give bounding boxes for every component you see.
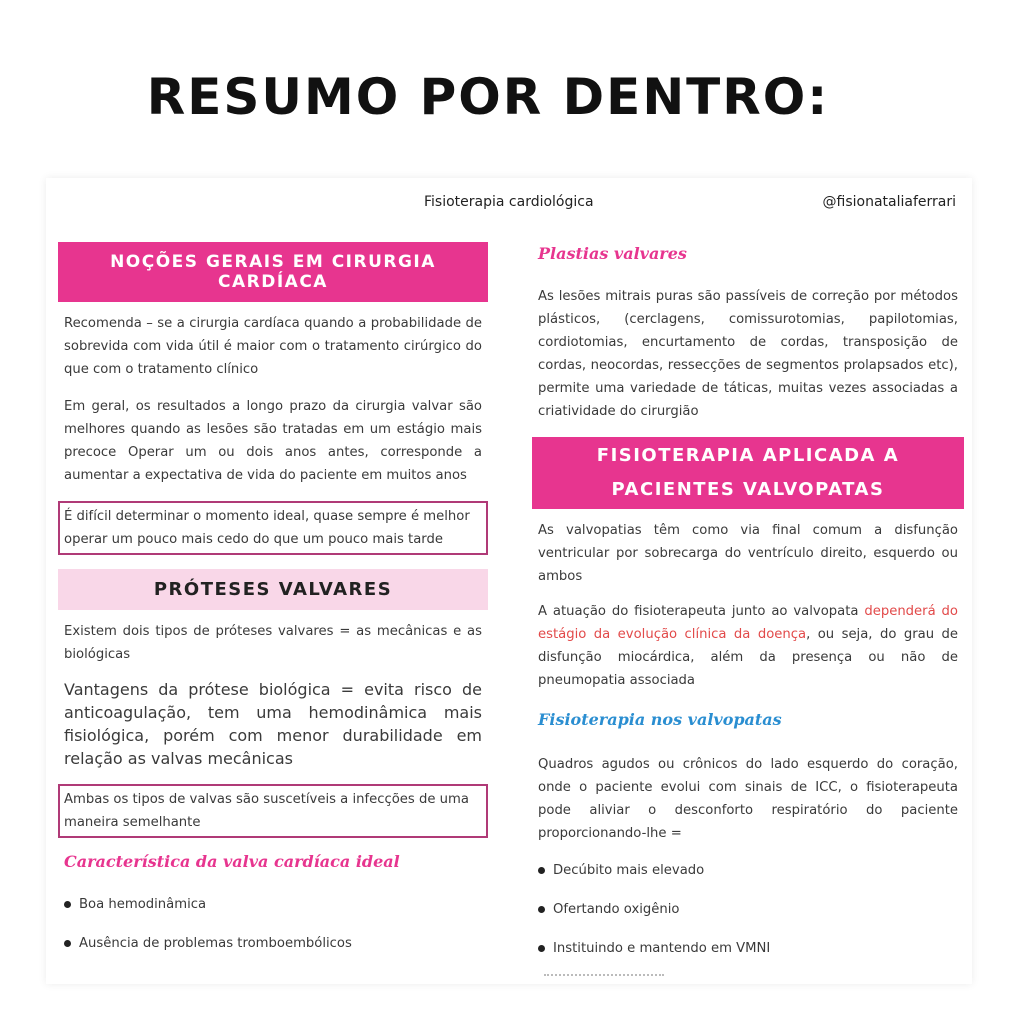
highlight-box: Ambas os tipos de valvas são suscetíveis a infecções de uma maneira semelhante [58,784,488,838]
subtitle-valva-ideal: Característica da valva cardíaca ideal [64,852,400,871]
paragraph: As lesões mitrais puras são passíveis de correção por métodos plásticos, (cerclagens, comissurotomias, papilotomias, cordiotomias, encurtamento de cordas, transposição de cordas, neocordas, ressecções de segmentos prolapsados etc), permite uma variedade de táticas, muitas vezes associadas a criatividade do cirurgião [538,289,958,419]
subtitle-plastias: Plastias valvares [538,244,687,263]
list-item: Ausência de problemas tromboembólicos [64,936,482,951]
cut-off-indicator [544,974,664,980]
section-title-cirurgia: NOÇÕES GERAIS EM CIRURGIA CARDÍACA [58,242,488,302]
subtitle-fisioterapia-valvopatas: Fisioterapia nos valvopatas [538,710,782,729]
paragraph: Vantagens da prótese biológica = evita risco de anticoagulação, tem uma hemodinâmica mais fisiológica, porém com menor durabilidade em relação as valvas mecânicas [64,680,482,768]
highlighted-text: dependerá do estágio da evolução clínica da doença [538,604,958,642]
section-title-fisioterapia: FISIOTERAPIA APLICADA A PACIENTES VALVOPATAS [532,437,964,509]
bullet-icon [64,940,71,947]
doc-header-handle: @fisionataliaferrari [822,194,956,210]
highlight-box: É difícil determinar o momento ideal, quase sempre é melhor operar um pouco mais cedo do que um pouco mais tarde [58,501,488,555]
paragraph: A atuação do fisioterapeuta junto ao valvopata dependerá do estágio da evolução clínica da doença, ou seja, do grau de disfunção miocárdica, além da presença ou não de pneumopatia associada [538,604,958,688]
list-item: Ofertando oxigênio [538,902,958,917]
paragraph: As valvopatias têm como via final comum a disfunção ventricular por sobrecarga do ventrículo direito, esquerdo ou ambos [538,523,958,584]
paragraph: Recomenda – se a cirurgia cardíaca quando a probabilidade de sobrevida com vida útil é maior com o tratamento cirúrgico do que com o tratamento clínico [64,316,482,377]
doc-header-subject: Fisioterapia cardiológica [424,194,594,210]
list-item: Decúbito mais elevado [538,863,958,878]
bullet-icon [64,901,71,908]
bullet-icon [538,867,545,874]
paragraph: Quadros agudos ou crônicos do lado esquerdo do coração, onde o paciente evolui com sinais de ICC, o fisioterapeuta pode aliviar o desconforto respiratório do paciente proporcionando-lhe = [538,757,958,841]
right-column [532,242,964,956]
paragraph: Existem dois tipos de próteses valvares = as mecânicas e as biológicas [64,624,482,662]
list-item: Boa hemodinâmica [64,897,482,912]
left-column [58,242,488,951]
bullet-icon [538,945,545,952]
paragraph: Em geral, os resultados a longo prazo da cirurgia valvar são melhores quando as lesões são tratadas em um estágio mais precoce Operar um ou dois anos antes, corresponde a aumentar a expectativa de vida do paciente em muitos anos [64,399,482,483]
document-preview [46,178,972,984]
list-item: Instituindo e mantendo em VMNI [538,941,958,956]
page-title: RESUMO POR DENTRO: [146,68,830,126]
bullet-icon [538,906,545,913]
section-title-proteses: PRÓTESES VALVARES [58,569,488,610]
